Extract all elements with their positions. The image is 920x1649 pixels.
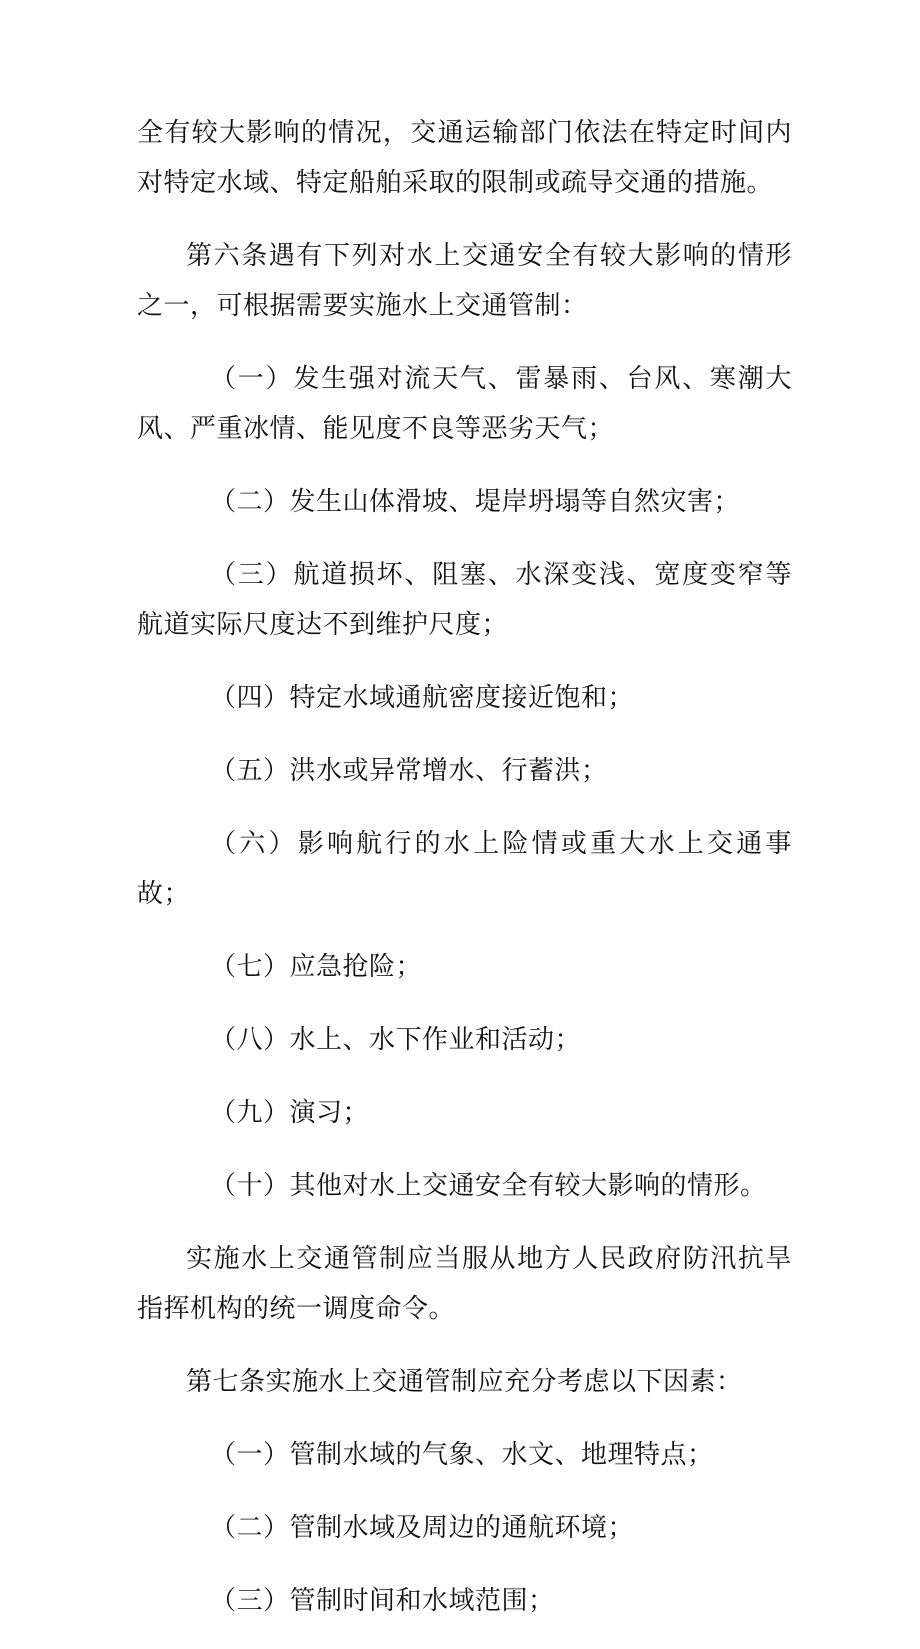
body-text <box>137 108 792 1649</box>
article-6-item-10: （十）其他对水上交通安全有较大影响的情形。 <box>210 1171 767 1201</box>
article-6-item-8: （八）水上、水下作业和活动； <box>210 1025 582 1055</box>
article-6-item-7: （七）应急抢险； <box>210 952 423 982</box>
article-6-item-1: （一）发生强对流天气、雷暴雨、台风、寒潮大风、严重冰情、能见度不良等恶劣天气； <box>137 364 792 444</box>
article-6-item-6: （六）影响航行的水上险情或重大水上交通事故； <box>137 829 792 909</box>
article-6-item-4: （四）特定水域通航密度接近饱和； <box>210 683 635 713</box>
article-6-item-5: （五）洪水或异常增水、行蓄洪； <box>210 756 608 786</box>
article-6-item-3: （三）航道损坏、阻塞、水深变浅、宽度变窄等航道实际尺度达不到维护尺度； <box>137 560 792 640</box>
article-6-item-2: （二）发生山体滑坡、堤岸坍塌等自然灾害； <box>210 487 741 517</box>
article-7-heading: 第七条实施水上交通管制应充分考虑以下因素： <box>186 1367 743 1397</box>
article-7-item-3: （三）管制时间和水域范围； <box>210 1586 555 1616</box>
article-7-item-2: （二）管制水域及周边的通航环境； <box>210 1513 635 1543</box>
article-6-item-9: （九）演习； <box>210 1098 370 1128</box>
article-6-heading: 第六条遇有下列对水上交通安全有较大影响的情形之一，可根据需要实施水上交通管制： <box>137 241 792 321</box>
article-7-item-1: （一）管制水域的气象、水文、地理特点； <box>210 1440 714 1470</box>
article-6-note: 实施水上交通管制应当服从地方人民政府防汛抗旱指挥机构的统一调度命令。 <box>137 1244 792 1324</box>
paragraph-continuation: 全有较大影响的情况，交通运输部门依法在特定时间内对特定水域、特定船舶采取的限制或疏导交通的措施。 <box>137 118 792 198</box>
